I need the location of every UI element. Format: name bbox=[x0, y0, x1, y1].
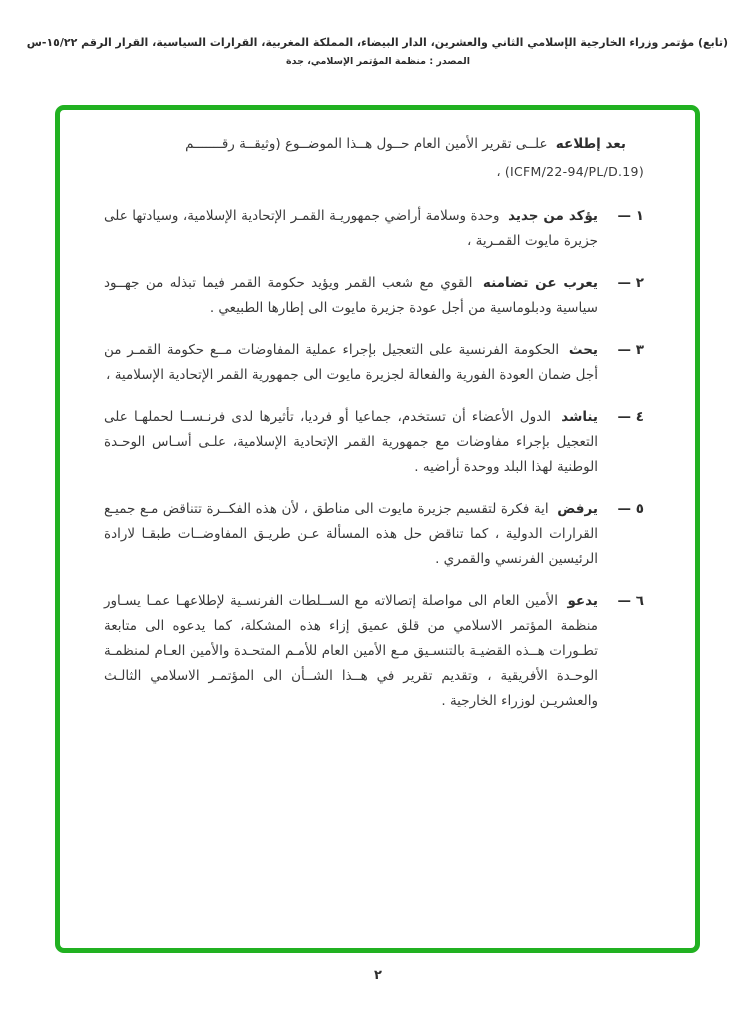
item-number: ٤ — bbox=[617, 409, 644, 425]
header-citation-line: (تابع) مؤتمر وزراء الخارجية الإسلامي الثاني والعشرين، الدار البيضاء، المملكة المغربية، القرارات السياسية، القرار الرقم ١٥/٢٢-س bbox=[26, 36, 728, 49]
item-number: ١ — bbox=[617, 208, 644, 224]
item-number: ٦ — bbox=[617, 593, 644, 609]
item-body-text: الأمين العام الى مواصلة إتصالاته مع الســلطات الفرنسـية لإطلاعهـا عمـا يسـاور منظمة المؤتمر الاسلامي من قلق عميق إزاء هذه المشكلة، كما يدعوه الى متابعة تطـورات هــذه القضيـة بالتنسـيق مـع الأمين العام للأمـم المتحـدة والأمين العـام لمنظمـة الوحـدة الأفريقية ، وتقديم تقرير في هــذا الشــأن الى المؤتمـر الاسلامي الثالـث والعشريـن لوزراء الخارجية . bbox=[104, 593, 598, 709]
document-reference-code: (ICFM/22-94/PL/D.19) ، bbox=[496, 164, 644, 179]
resolution-item bbox=[104, 589, 644, 714]
item-body-text: الحكومة الفرنسية على التعجيل بإجراء عملية المفاوضات مــع حكومة القمـر من أجل ضمان العودة الفورية والفعالة لجزيرة مايوت الى جمهورية القمر الإتحادية الإسلامية ، bbox=[104, 342, 598, 383]
item-number: ٥ — bbox=[617, 501, 644, 517]
item-text bbox=[104, 204, 598, 254]
item-number: ٣ — bbox=[617, 342, 644, 358]
resolution-item bbox=[104, 497, 644, 572]
item-number: ٢ — bbox=[617, 275, 644, 291]
header-source-line: المصدر : منظمة المؤتمر الإسلامي، جدة bbox=[286, 56, 470, 67]
resolution-item bbox=[104, 405, 644, 480]
intro-rest-text: علــى تقرير الأمين العام حــول هــذا الموضــوع (وثيقــة رقـــــــم bbox=[185, 136, 548, 152]
page-number: ٢ bbox=[374, 968, 382, 983]
resolution-item bbox=[104, 338, 644, 388]
item-lead-verb: يعرب عن تضامنه bbox=[482, 275, 598, 291]
document-header bbox=[28, 36, 728, 67]
item-body-text: القوي مع شعب القمر ويؤيد حكومة القمر فيما تبذله من جهــود سياسية ودبلوماسية من أجل عودة جزيرة مايوت الى إطارها الطبيعي . bbox=[104, 275, 598, 316]
item-text bbox=[104, 405, 598, 480]
item-text bbox=[104, 271, 598, 321]
item-text bbox=[104, 338, 598, 388]
item-body-text: اية فكرة لتقسيم جزيرة مايوت الى مناطق ، لأن هذه الفكــرة تتناقض مـع جميـع القرارات الدولية ، كما تناقض حل هذه المسألة عـن طريـق المفاوضــات طبقـا لارادة الرئيسين الفرنسي والقمري . bbox=[104, 501, 598, 567]
item-lead-verb: يؤكد من جديد bbox=[508, 208, 598, 224]
intro-lead-text: بعد إطلاعه bbox=[555, 136, 626, 152]
resolution-items-list bbox=[104, 204, 644, 714]
intro-paragraph bbox=[104, 132, 644, 157]
item-lead-verb: يناشد bbox=[561, 409, 598, 425]
item-lead-verb: يدعو bbox=[567, 593, 598, 609]
item-lead-verb: يحث bbox=[568, 342, 598, 358]
resolution-body bbox=[104, 132, 644, 731]
resolution-item bbox=[104, 271, 644, 321]
resolution-item bbox=[104, 204, 644, 254]
item-text bbox=[104, 589, 598, 714]
item-body-text: الدول الأعضاء أن تستخدم، جماعيا أو فرديا، تأثيرها لدى فرنـســا لحملهـا على التعجيل بإجراء مفاوضات مع جمهورية القمر الإتحادية الإسلامية، علـى أسـاس الوحـدة الوطنية لهذا البلد ووحدة أراضيه . bbox=[104, 409, 598, 475]
item-text bbox=[104, 497, 598, 572]
item-lead-verb: يرفض bbox=[557, 501, 598, 517]
item-body-text: وحدة وسلامة أراضي جمهوريـة القمـر الإتحادية الإسلامية، وسيادتها على جزيرة مايوت القمـرية ، bbox=[104, 208, 598, 249]
